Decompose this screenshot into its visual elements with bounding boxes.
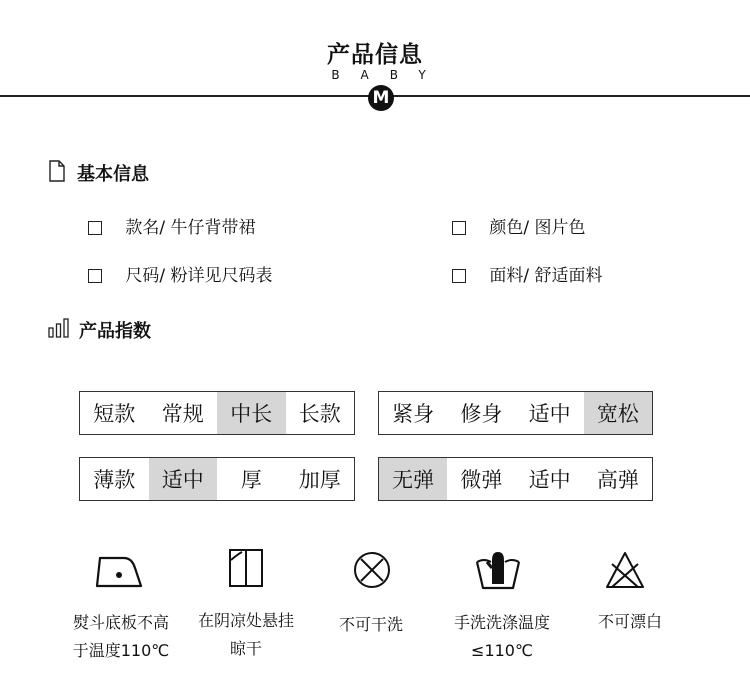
length-scale bbox=[79, 391, 355, 435]
checkbox-icon bbox=[452, 221, 466, 235]
care-label-iron bbox=[60, 609, 182, 665]
scale-option: 薄款 bbox=[93, 468, 136, 492]
checkbox-icon bbox=[452, 269, 466, 283]
page-subtitle: BABY bbox=[331, 68, 447, 82]
care-label-line: 在阴凉处悬挂 bbox=[197, 611, 294, 630]
scale-option: 加厚 bbox=[298, 468, 341, 492]
care-label-bleach bbox=[580, 608, 680, 636]
care-label-line: 手洗洗涤温度 bbox=[453, 613, 550, 632]
scale-option: 无弹 bbox=[379, 458, 447, 500]
care-label-line: 于温度110℃ bbox=[72, 641, 170, 660]
checkbox-icon bbox=[88, 221, 102, 235]
care-label-line: ≤110℃ bbox=[471, 641, 533, 660]
info-item-fabric bbox=[452, 261, 603, 286]
scale-option: 适中 bbox=[528, 402, 571, 426]
scale-option: 高弹 bbox=[596, 468, 639, 492]
care-label-line: 不可干洗 bbox=[338, 615, 403, 634]
no-bleach-icon bbox=[604, 550, 646, 594]
hang-dry-icon bbox=[228, 548, 264, 592]
scale-option: 紧身 bbox=[392, 402, 435, 426]
elasticity-scale bbox=[378, 457, 653, 501]
care-label-line: 晾干 bbox=[229, 639, 262, 658]
product-index-title: 产品指数 bbox=[79, 321, 151, 342]
scale-option: 中长 bbox=[217, 392, 286, 434]
thickness-scale bbox=[79, 457, 355, 501]
hand-wash-icon bbox=[473, 548, 523, 596]
scale-option: 常规 bbox=[161, 402, 204, 426]
page-title: 产品信息 bbox=[327, 42, 423, 68]
scale-option: 厚 bbox=[240, 468, 262, 492]
info-item-label: 款名/ 牛仔背带裙 bbox=[125, 218, 256, 238]
scale-option: 长款 bbox=[298, 402, 341, 426]
document-icon bbox=[48, 160, 66, 186]
care-label-line: 不可漂白 bbox=[597, 612, 662, 631]
care-label-line: 熨斗底板不高 bbox=[72, 613, 169, 632]
basic-info-title: 基本信息 bbox=[77, 164, 149, 185]
checkbox-icon bbox=[88, 269, 102, 283]
scale-option: 微弹 bbox=[460, 468, 503, 492]
care-label-dry-clean bbox=[316, 611, 426, 639]
info-item-label: 面料/ 舒适面料 bbox=[489, 266, 603, 286]
scale-option: 宽松 bbox=[584, 392, 652, 434]
scale-option: 适中 bbox=[149, 458, 218, 500]
scale-option: 短款 bbox=[93, 402, 136, 426]
care-label-hang bbox=[186, 607, 306, 663]
info-item-color bbox=[452, 213, 586, 238]
care-label-hand-wash bbox=[440, 609, 564, 665]
info-item-label: 颜色/ 图片色 bbox=[489, 218, 586, 238]
info-item-size bbox=[88, 261, 273, 286]
scale-option: 修身 bbox=[460, 402, 503, 426]
info-item-name bbox=[88, 213, 256, 238]
scale-option: 适中 bbox=[528, 468, 571, 492]
no-dry-clean-icon bbox=[352, 550, 392, 594]
size-badge: M bbox=[368, 85, 394, 111]
bar-chart-icon bbox=[48, 318, 70, 342]
info-item-label: 尺码/ 粉详见尺码表 bbox=[125, 266, 273, 286]
fit-scale bbox=[378, 391, 653, 435]
iron-icon bbox=[94, 550, 146, 594]
